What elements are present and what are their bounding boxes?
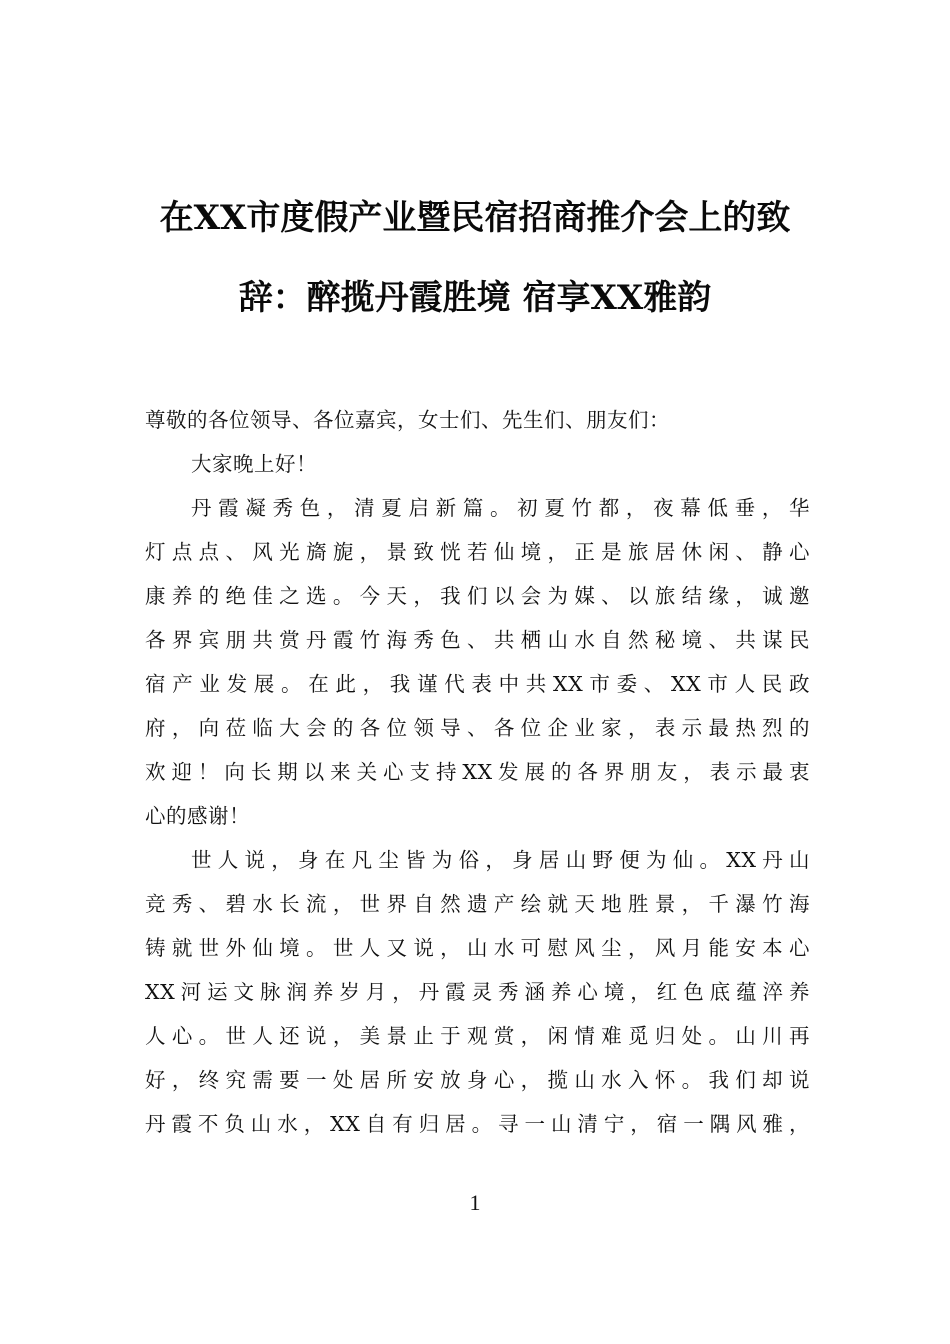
title-line-2: 辞：醉揽丹霞胜境 宿享XX雅韵: [238, 278, 712, 318]
paragraph-1-line-4: 各界宾朋共赏丹霞竹海秀色、共栖山水自然秘境、共谋民: [145, 628, 810, 652]
page-number: 1: [469, 1190, 481, 1215]
greeting-line: 大家晚上好！: [191, 452, 317, 476]
salutation-line: 尊敬的各位领导、各位嘉宾，女士们、先生们、朋友们：: [145, 408, 670, 432]
paragraph-2-line-3: 铸就世外仙境。世人又说，山水可慰风尘，风月能安本心: [145, 936, 810, 960]
paragraph-1-line-5: 宿产业发展。在此，我谨代表中共XX市委、XX市人民政: [145, 672, 810, 696]
paragraph-1-line-7: 欢迎！向长期以来关心支持XX发展的各界朋友，表示最衷: [145, 760, 810, 784]
paragraph-2-line-7: 丹霞不负山水，XX自有归居。寻一山清宁，宿一隅风雅，: [145, 1112, 810, 1136]
paragraph-1-line-6: 府，向莅临大会的各位领导、各位企业家，表示最热烈的: [145, 716, 810, 740]
paragraph-1-line-2: 灯点点、风光旖旎，景致恍若仙境，正是旅居休闲、静心: [145, 540, 810, 564]
paragraph-1-line-3: 康养的绝佳之选。今天，我们以会为媒、以旅结缘，诚邀: [145, 584, 810, 608]
paragraph-2-line-4: XX河运文脉润养岁月，丹霞灵秀涵养心境，红色底蕴淬养: [145, 980, 810, 1004]
paragraph-2-line-2: 竞秀、碧水长流，世界自然遗产绘就天地胜景，千瀑竹海: [145, 892, 810, 916]
paragraph-2-line-1: 世人说，身在凡尘皆为俗，身居山野便为仙。XX丹山: [191, 848, 810, 872]
title-line-1: 在XX市度假产业暨民宿招商推介会上的致: [159, 198, 791, 238]
paragraph-2-line-6: 好，终究需要一处居所安放身心，揽山水入怀。我们却说: [145, 1068, 810, 1092]
document-title: [140, 178, 810, 338]
paragraph-2-line-5: 人心。世人还说，美景止于观赏，闲情难觅归处。山川再: [145, 1024, 810, 1048]
paragraph-1-line-1: 丹霞凝秀色，清夏启新篇。初夏竹都，夜幕低垂，华: [191, 496, 810, 520]
paragraph-1-line-8: 心的感谢！: [145, 804, 250, 828]
document-body: [145, 398, 810, 1146]
